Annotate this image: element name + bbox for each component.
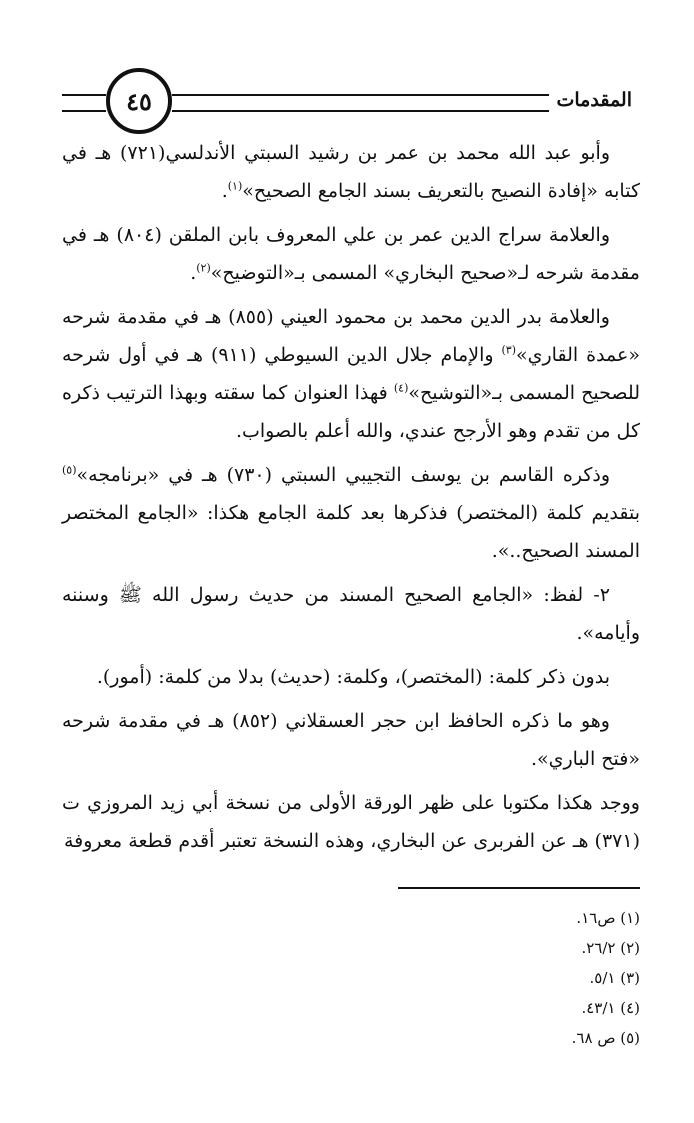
- footnote-ref-5: (٥): [62, 463, 77, 477]
- footnote-2: (٢) ٢٦/٢.: [581, 939, 640, 957]
- footnote-1: (١) ص١٦.: [576, 909, 640, 927]
- footnote-3: (٣) ٥/١.: [589, 969, 640, 987]
- footnote-ref-1: (١): [227, 179, 243, 193]
- paragraph-1-text: وأبو عبد الله محمد بن عمر بن رشيد السبتي الأندلسي(٧٢١) هـ في كتابه «إفادة النصيح بالتعريف بسند الجامع الصحيح»: [62, 142, 640, 202]
- paragraph-2: [62, 216, 640, 292]
- main-text: [62, 134, 640, 866]
- paragraph-7: وهو ما ذكره الحافظ ابن حجر العسقلاني (٨٥٢) هـ في مقدمة شرحه «فتح الباري».: [62, 710, 640, 770]
- paragraph-3: [62, 298, 640, 450]
- header-rule-left-top: [62, 94, 106, 96]
- page-number: ٤٥: [126, 86, 152, 116]
- paragraph-5: ٢- لفظ: «الجامع الصحيح المسند من حديث رسول الله ﷺ وسننه وأيامه».: [62, 584, 640, 644]
- header-rule-right-top: [172, 94, 554, 96]
- header-rule-left-bottom: [62, 110, 106, 112]
- paragraph-3-end: فهذا العنوان كما سقته وبهذا الترتيب ذكره كل من تقدم وهو الأرجح عندي، والله أعلم بالصواب.: [62, 382, 640, 442]
- paragraph-1-end: .: [221, 180, 228, 202]
- paragraph-1: [62, 134, 640, 210]
- paragraph-4: [62, 456, 640, 570]
- footnotes: [340, 903, 640, 1053]
- footnote-separator: [398, 887, 640, 889]
- paragraph-3-mid: والإمام جلال الدين السيوطي (٩١١) هـ في أول شرحه للصحيح المسمى بـ«التوشيح»: [62, 344, 640, 404]
- paragraph-2-end: .: [190, 262, 197, 284]
- chapter-title: المقدمات: [549, 88, 641, 112]
- footnote-ref-3: (٣): [501, 343, 517, 357]
- paragraph-4-text: وذكره القاسم بن يوسف التجيبي السبتي (٧٣٠) هـ في «برنامجه»: [76, 464, 610, 486]
- page-number-circle: [106, 68, 172, 134]
- paragraph-4-end: بتقديم كلمة (المختصر) فذكرها بعد كلمة الجامع هكذا: «الجامع المختصر المسند الصحيح..».: [62, 502, 640, 562]
- footnote-5: (٥) ص ٦٨.: [571, 1029, 640, 1047]
- footnote-ref-4: (٤): [393, 381, 409, 395]
- paragraph-3-text: والعلامة بدر الدين محمد بن محمود العيني (٨٥٥) هـ في مقدمة شرحه «عمدة القاري»: [62, 306, 640, 366]
- paragraph-2-text: والعلامة سراج الدين عمر بن علي المعروف بابن الملقن (٨٠٤) هـ في مقدمة شرحه لـ«صحيح البخاري» المسمى بـ«التوضيح»: [62, 224, 640, 284]
- paragraph-6: بدون ذكر كلمة: (المختصر)، وكلمة: (حديث) بدلا من كلمة: (أمور).: [96, 666, 610, 688]
- footnote-4: (٤) ٤٣/١.: [581, 999, 640, 1017]
- paragraph-8: ووجد هكذا مكتوبا على ظهر الورقة الأولى من نسخة أبي زيد المروزي ت (٣٧١) هـ عن الفربرى عن البخاري، وهذه النسخة تعتبر أقدم قطعة معروفة: [62, 792, 640, 852]
- footnote-ref-2: (٢): [196, 261, 211, 275]
